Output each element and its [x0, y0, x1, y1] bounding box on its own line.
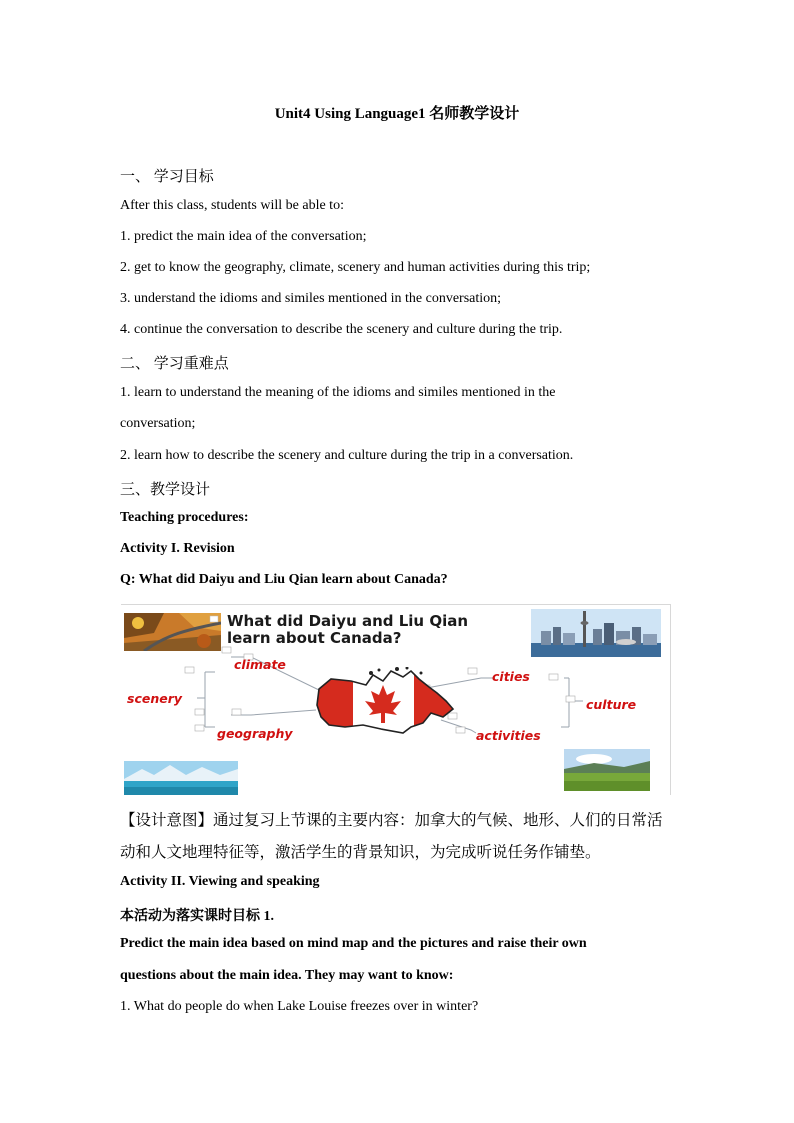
- teaching-procedures: Teaching procedures:: [120, 510, 249, 525]
- objective-item-3: 3. understand the idioms and similes mentioned in the conversation;: [120, 291, 502, 306]
- label-activities: activities: [476, 728, 541, 743]
- label-climate: climate: [234, 657, 286, 672]
- label-cities: cities: [492, 669, 530, 684]
- activity2-heading: Activity II. Viewing and speaking: [120, 874, 320, 889]
- keypoint-item-1: 1. learn to understand the meaning of the idioms and similes mentioned in the: [120, 385, 556, 400]
- canada-flag-map: [311, 667, 456, 737]
- activity2-instruction-line2: questions about the main idea. They may want to know:: [120, 968, 454, 983]
- label-culture: culture: [586, 697, 637, 712]
- keypoint-item-2: 2. learn how to describe the scenery and culture during the trip in a conversation.: [120, 448, 574, 463]
- activity2-instruction-line1: Predict the main idea based on mind map and the pictures and raise their own: [120, 936, 587, 951]
- lake-mountain-photo: [124, 761, 238, 795]
- design-intent-line2: 动和人文地理特征等，激活学生的背景知识，为完成听说任务作铺垫。: [120, 844, 601, 861]
- label-scenery: scenery: [127, 691, 183, 706]
- figure-question-line1: What did Daiyu and Liu Qian: [227, 612, 469, 630]
- objective-item-1: 1. predict the main idea of the conversation;: [120, 229, 367, 244]
- activity1-heading: Activity I. Revision: [120, 541, 235, 556]
- prediction-question-1: 1. What do people do when Lake Louise freezes over in winter?: [120, 999, 479, 1014]
- section3-heading: 三、教学设计: [120, 482, 211, 498]
- objective-item-4: 4. continue the conversation to describe the scenery and culture during the trip.: [120, 322, 563, 337]
- grassland-photo: [564, 749, 650, 791]
- revision-question: Q: What did Daiyu and Liu Qian learn about Canada?: [120, 572, 448, 587]
- figure-question-line2: learn about Canada?: [227, 629, 402, 647]
- design-intent-line1: 【设计意图】通过复习上节课的主要内容：加拿大的气候、地形、人们的日常活: [120, 812, 663, 829]
- document-title: Unit4 Using Language1 名师教学设计: [274, 106, 520, 122]
- activity2-goal: 本活动为落实课时目标 1.: [120, 909, 274, 924]
- mind-map-figure: [121, 604, 671, 795]
- label-geography: geography: [217, 726, 293, 741]
- objectives-intro: After this class, students will be able to:: [120, 198, 344, 213]
- section1-heading: 一、 学习目标: [120, 169, 214, 185]
- section2-heading: 二、 学习重难点: [120, 356, 229, 372]
- objective-item-2: 2. get to know the geography, climate, scenery and human activities during this trip;: [120, 260, 591, 275]
- keypoint-item-1-cont: conversation;: [120, 416, 196, 431]
